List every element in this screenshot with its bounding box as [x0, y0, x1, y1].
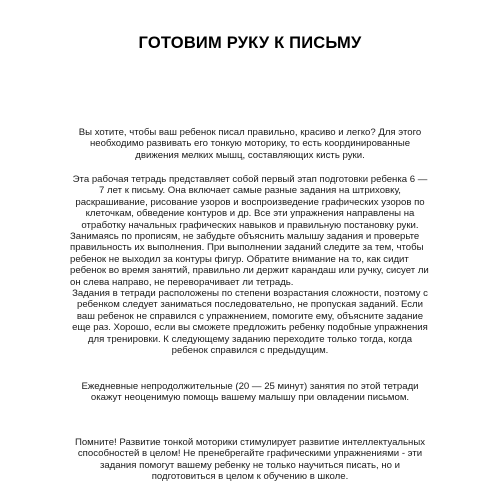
description-block	[70, 174, 430, 357]
paragraph-daily-practice: Ежедневные непродолжительные (20 — 25 минут) занятия по этой тетради окажут неоценимую помощь вашему малышу при овладении письмом.	[81, 381, 419, 404]
daily-practice-block	[70, 381, 430, 404]
page-title: ГОТОВИМ РУКУ К ПИСЬМУ	[138, 34, 362, 52]
paragraph-reminder: Помните! Развитие тонкой моторики стимулирует развитие интеллектуальных способностей в целом! Не пренебрегайте графическими упражнениями - эти задания помогут вашему ребенку не только научиться писать, но и подготовиться в целом к обучению в школе.	[74, 437, 426, 483]
intro-block	[70, 127, 430, 161]
paragraph-instructions: Занимаясь по прописям, не забудьте объяснить малышу задания и проверьте правильность их выполнения. При выполнении заданий следите за тем, чтобы ребенок не выходил за контуры фигур. Обратите внимание на то, как сидит ребенок во время занятий, правильно ли держит карандаш или ручку, сисует ли он слева направо, не переворачивает ли тетрадь.	[70, 231, 429, 288]
paragraph-intro: Вы хотите, чтобы ваш ребенок писал правильно, красиво и легко? Для этого необходимо развивать его тонкую моторику, то есть координированные движения мелких мышц, составляющих кисть руки.	[78, 127, 422, 161]
paragraph-workbook-description: Эта рабочая тетрадь представляет собой первый этап подготовки ребенка 6 — 7 лет к письму. Она включает самые разные задания на штриховку, раскрашивание, рисование узоров и воспроизведение графических узоров по клеточкам, обведение контуров и др. Все эти упражнения направлены на отработку начальных графических навыков и правильную постановку руки.	[72, 174, 428, 231]
reminder-block	[70, 437, 430, 483]
paragraph-task-order: Задания в тетради расположены по степени возрастания сложности, поэтому с ребенком следует заниматься последовательно, не пропуская заданий. Если ваш ребенок не справился с упражнением, помогите ему, объясните задание еще раз. Хорошо, если вы сможете предложить ребенку подобные упражнения для тренировки. К следующему заданию переходите только тогда, когда ребенок справился с предыдущим.	[72, 288, 428, 357]
